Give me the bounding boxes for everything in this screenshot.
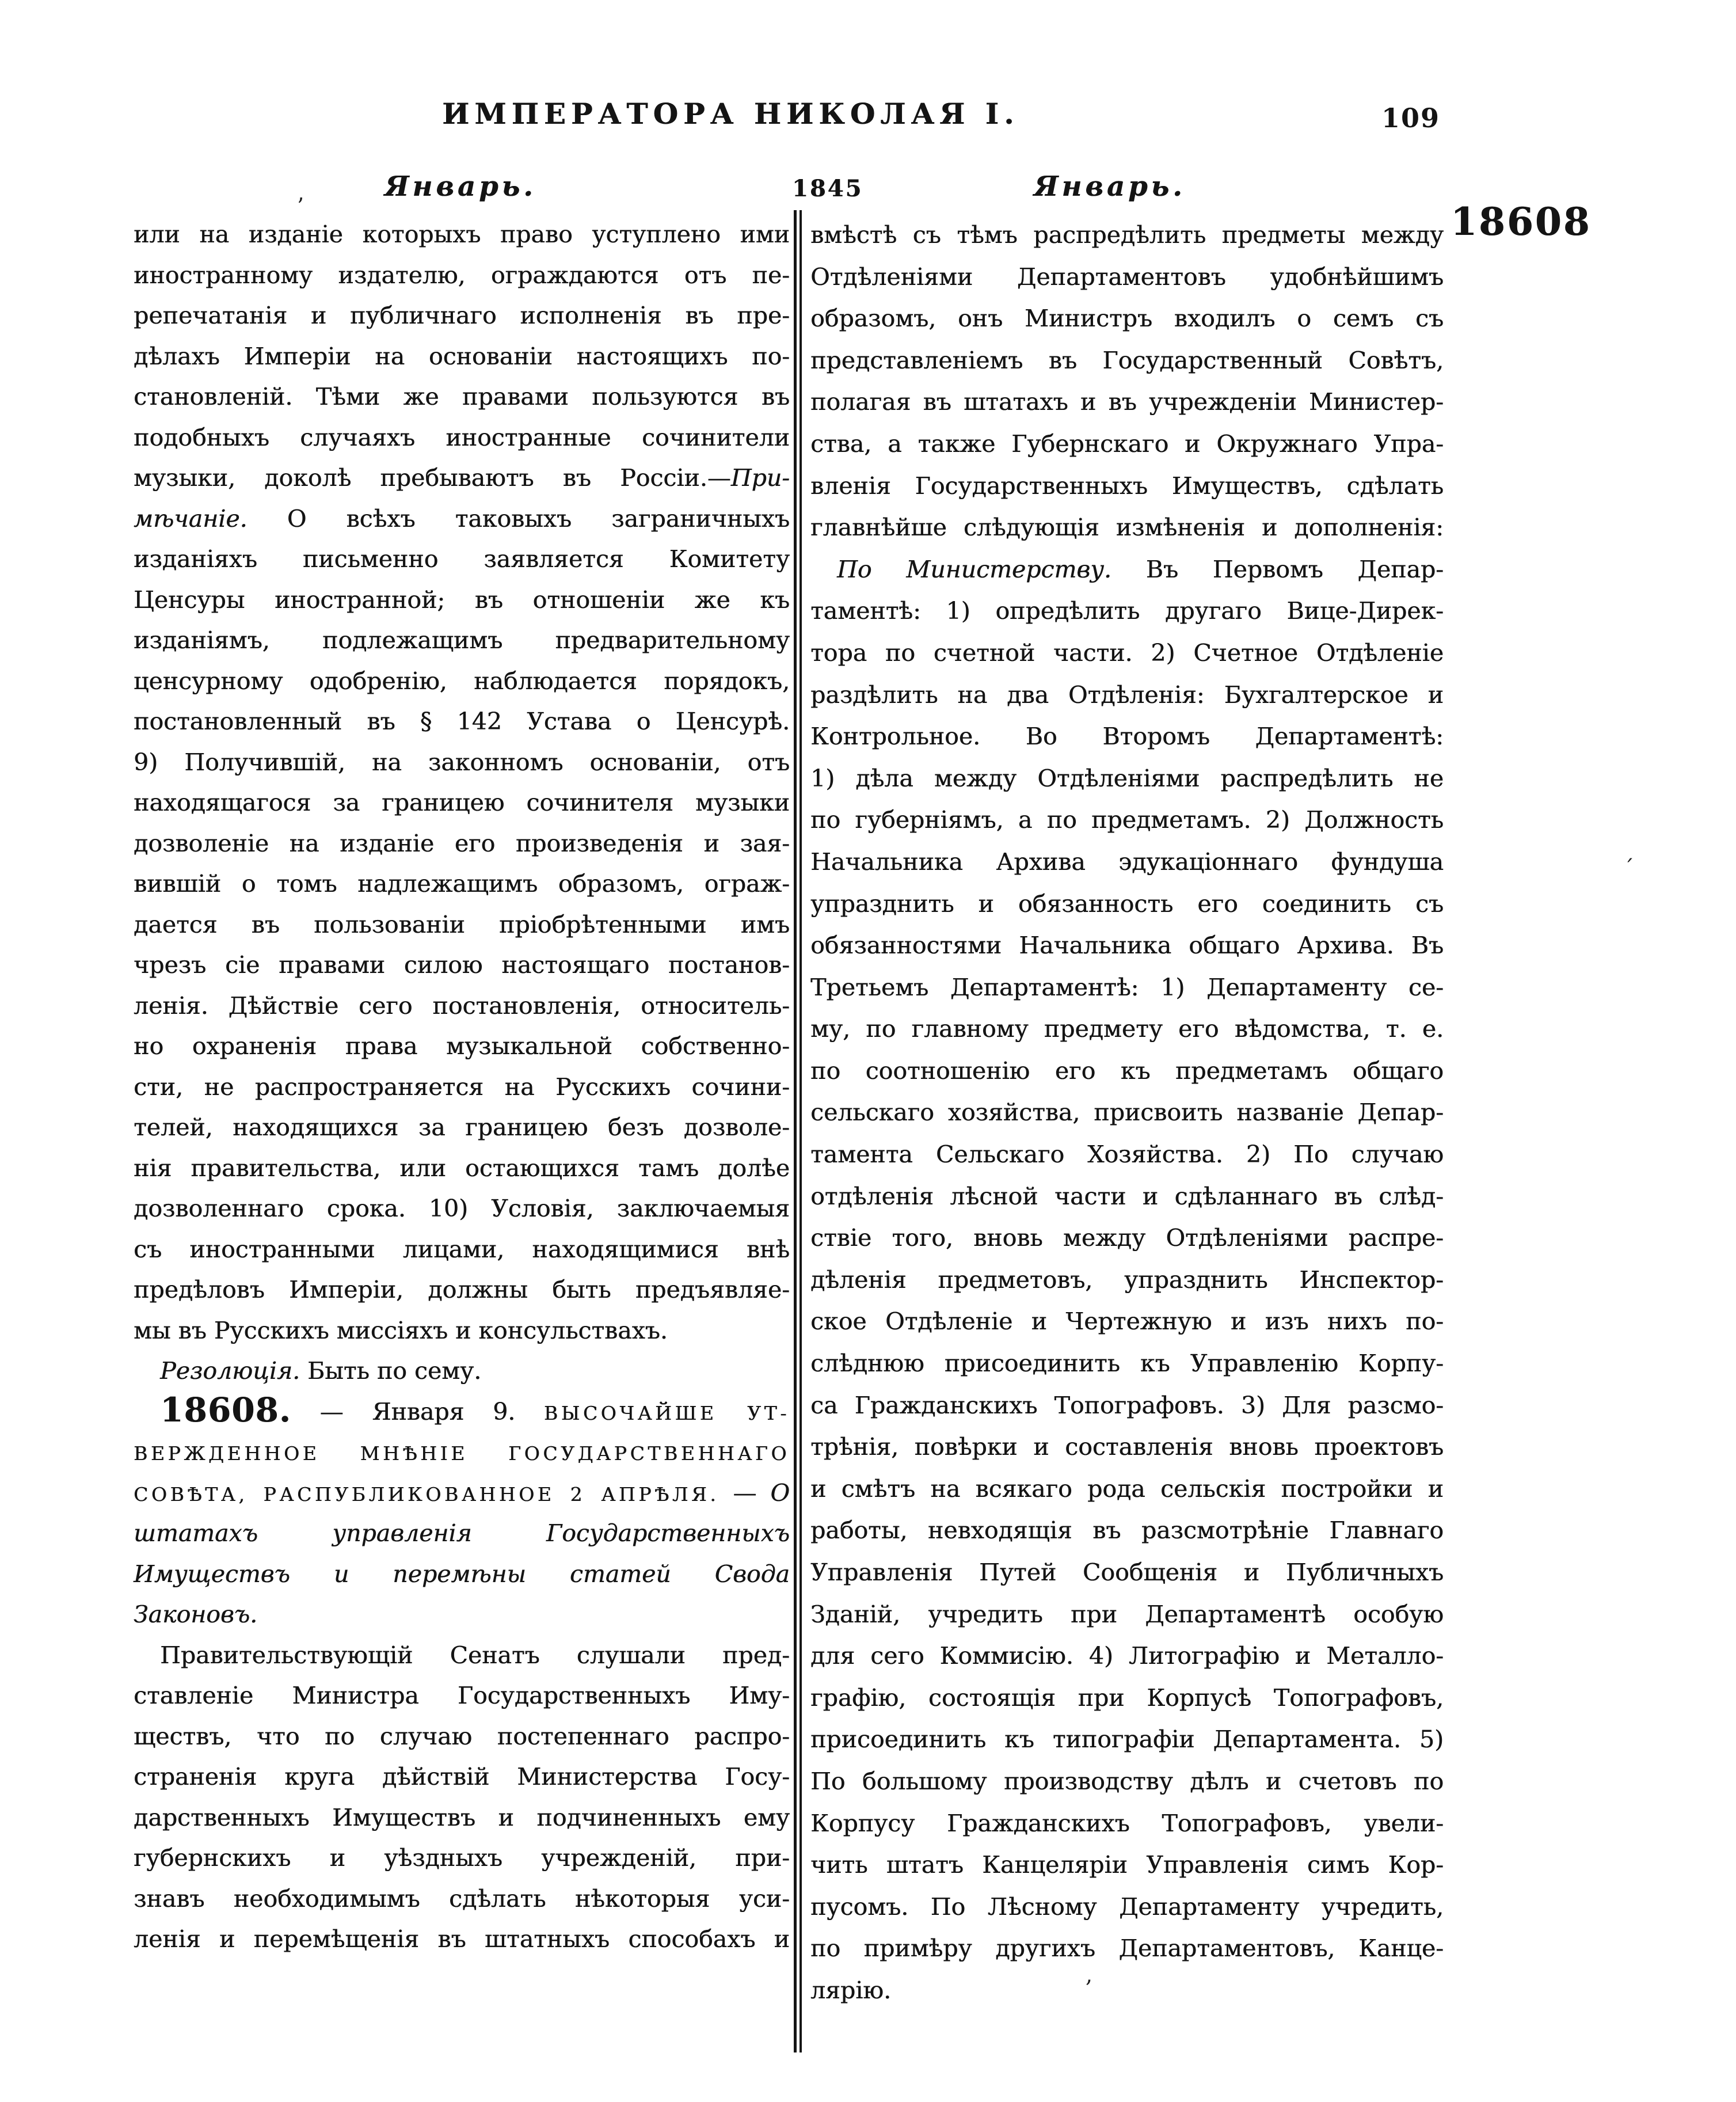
text-segment: подобныхъ случаяхъ иностранные сочинители [134, 423, 790, 451]
text-line [134, 1229, 790, 1270]
text-segment: полагая въ штатахъ и въ учрежденіи Министер- [810, 388, 1444, 416]
text-line [134, 458, 790, 499]
text-segment: дозволеннаго срока. 10) Условія, заключаемыя [134, 1195, 790, 1222]
text-line [134, 945, 790, 986]
text-line [810, 1217, 1444, 1259]
text-segment: упразднить и обязанность его соединить съ [810, 890, 1444, 918]
text-line [810, 1343, 1444, 1385]
text-segment: присоединить къ типографіи Департамента. 5) [810, 1725, 1444, 1754]
text-segment: Быть по сему. [300, 1357, 482, 1385]
page-number: 109 [1381, 102, 1441, 134]
text-segment: Имуществъ и перемѣны статей Свода [134, 1560, 790, 1588]
text-line [810, 1886, 1444, 1928]
text-line [134, 1432, 790, 1473]
text-segment: ленія. Дѣйствіе сего постановленія, относитель- [134, 991, 790, 1020]
text-line [134, 539, 790, 580]
text-segment: иностранному издателю, ограждаются отъ пе- [134, 261, 790, 289]
text-line [810, 1008, 1444, 1050]
text-line [810, 1426, 1444, 1468]
scan-artifact: ’ [297, 193, 304, 219]
text-line [810, 1092, 1444, 1134]
text-segment: предѣловъ Имперіи, должны быть предъявляе- [134, 1276, 790, 1303]
text-line [134, 1351, 790, 1392]
text-line [810, 841, 1444, 883]
text-segment: отдѣленія лѣсной части и сдѣланнаго въ слѣд- [810, 1182, 1444, 1210]
page-heading: ИМПЕРАТОРА НИКОЛАЯ I. [442, 97, 1019, 131]
text-segment: По Министерству. [837, 555, 1111, 583]
text-line [134, 417, 790, 458]
text-segment: ценсурному одобренію, наблюдается порядокъ, [134, 667, 790, 695]
text-segment: репечатанія и публичнаго исполненія въ пре- [134, 302, 790, 329]
text-line [810, 716, 1444, 758]
text-line [134, 580, 790, 621]
text-line [134, 1310, 790, 1351]
text-segment: сельскаго хозяйства, присвоить названіе Депар- [810, 1098, 1444, 1127]
text-line [134, 1148, 790, 1189]
text-segment: раздѣлить на два Отдѣленія: Бухгалтерское и [810, 681, 1444, 709]
text-line [134, 1797, 790, 1838]
text-segment: Начальника Архива эдукаціоннаго фундуша [810, 847, 1444, 876]
text-segment: Резолюція. [160, 1357, 300, 1385]
text-segment: изданіяхъ письменно заявляется Комитету [134, 545, 790, 573]
text-line [810, 1468, 1444, 1510]
text-line [134, 661, 790, 702]
text-segment: О [770, 1478, 790, 1507]
text-segment: трѣнія, повѣрки и составленія вновь проектовъ [810, 1433, 1444, 1461]
text-segment: губернскихъ и уѣздныхъ учрежденій, при- [134, 1844, 790, 1872]
text-line [810, 1385, 1444, 1427]
text-segment: дозволеніе на изданіе его произведенія и зая- [134, 829, 790, 857]
text-line [134, 1716, 790, 1757]
text-line [134, 1392, 790, 1432]
text-segment: графію, состоящія при Корпусѣ Топографовъ, [810, 1683, 1444, 1712]
text-segment: ществъ, что по случаю постепеннаго распро- [134, 1722, 790, 1750]
text-segment: для сего Коммисію. 4) Литографію и Металло- [810, 1642, 1444, 1670]
text-line [810, 298, 1444, 340]
text-line [134, 295, 790, 336]
text-line [134, 1513, 790, 1554]
text-segment: лярію. [810, 1976, 891, 2004]
text-line [134, 620, 790, 661]
text-segment: представленіемъ въ Государственный Совѣтъ, [810, 346, 1444, 374]
text-line [134, 1188, 790, 1229]
text-segment: находящагося за границею сочинителя музыки [134, 789, 790, 816]
text-line [134, 1026, 790, 1067]
text-segment: тора по счетной части. 2) Счетное Отдѣленіе [810, 638, 1444, 667]
text-segment: ства, а также Губернскаго и Окружнаго Упра- [810, 429, 1444, 458]
text-segment: но охраненія права музыкальной собственно- [134, 1032, 790, 1060]
text-line [134, 1919, 790, 1960]
text-segment: вившій о томъ надлежащимъ образомъ, ограж- [134, 870, 790, 898]
text-line [134, 214, 790, 255]
text-line [810, 590, 1444, 632]
text-segment: слѣднюю присоединить къ Управленію Корпу- [810, 1350, 1444, 1378]
text-segment: дѣленія предметовъ, упразднить Инспектор- [810, 1265, 1444, 1294]
text-segment: и смѣтъ на всякаго рода сельскія постройки и [810, 1474, 1444, 1503]
text-segment: Зданій, учредить при Департаментѣ особую [810, 1600, 1444, 1628]
text-segment: становленій. Тѣми же правами пользуются въ [134, 383, 790, 410]
text-segment: постановленный въ § 142 Устава о Ценсурѣ. [134, 708, 790, 735]
text-line [810, 1635, 1444, 1677]
text-line [134, 742, 790, 783]
text-segment: ствіе того, вновь между Отдѣленіями распре- [810, 1224, 1444, 1252]
text-segment: изданіямъ, подлежащимъ предварительному [134, 626, 790, 654]
text-line [810, 925, 1444, 967]
text-segment: дарственныхъ Имуществъ и подчиненныхъ ему [134, 1803, 790, 1831]
text-segment: ВЫСОЧАЙШЕ УТ- [543, 1401, 790, 1424]
text-line [810, 967, 1444, 1009]
text-line [134, 255, 790, 296]
text-line [134, 823, 790, 864]
text-segment: по губерніямъ, а по предметамъ. 2) Должность [810, 806, 1444, 834]
column-divider [794, 210, 802, 2052]
text-segment: Третьемъ Департаментѣ: 1) Департаменту се- [810, 973, 1444, 1001]
text-segment: таментѣ: 1) опредѣлить другаго Вице-Дирек- [810, 597, 1444, 625]
text-segment: съ иностранными лицами, находящимися внѣ [134, 1235, 790, 1263]
left-text-column [134, 214, 790, 1960]
text-segment: — [719, 1478, 771, 1507]
text-line [810, 340, 1444, 382]
text-line [134, 1107, 790, 1148]
text-line [810, 674, 1444, 716]
text-segment: по соотношенію его къ предметамъ общаго [810, 1056, 1444, 1085]
text-line [810, 1761, 1444, 1803]
text-segment: Правительствующій Сенатъ слушали пред- [160, 1641, 790, 1669]
text-segment: са Гражданскихъ Топографовъ. 3) Для разсмо- [810, 1391, 1444, 1419]
text-line [134, 1473, 790, 1514]
text-line [134, 1554, 790, 1595]
right-text-column [810, 214, 1444, 2012]
text-segment: Законовъ. [134, 1601, 258, 1628]
text-segment: ское Отдѣленіе и Чертежную и изъ нихъ по- [810, 1307, 1444, 1336]
text-line [810, 1719, 1444, 1761]
text-segment: чрезъ сіе правами силою настоящаго постанов- [134, 951, 790, 979]
dateline-year: 1845 [792, 175, 863, 202]
text-line [810, 1176, 1444, 1218]
text-line [810, 423, 1444, 465]
text-segment: чить штатъ Канцеляріи Управленія симъ Кор- [810, 1851, 1444, 1879]
text-line [134, 1594, 790, 1635]
text-line [810, 1050, 1444, 1092]
text-segment: Корпусу Гражданскихъ Топографовъ, увели- [810, 1809, 1444, 1837]
text-segment: Управленія Путей Сообщенія и Публичныхъ [810, 1559, 1444, 1586]
text-segment: му, по главному предмету его вѣдомства, т. е. [810, 1015, 1444, 1043]
text-line [810, 1928, 1444, 1970]
text-segment: телей, находящихся за границею безъ дозволе- [134, 1113, 790, 1141]
text-line [810, 883, 1444, 925]
text-line [134, 1067, 790, 1108]
text-segment: знавъ необходимымъ сдѣлать нѣкоторыя уси- [134, 1884, 790, 1913]
text-segment: ставленіе Министра Государственныхъ Иму- [134, 1682, 790, 1709]
text-line [810, 799, 1444, 841]
text-line [810, 1510, 1444, 1552]
text-segment: обязанностями Начальника общаго Архива. Въ [810, 932, 1444, 960]
text-segment: Ценсуры иностранной; въ отношеніи же къ [134, 586, 790, 614]
text-segment: 1) дѣла между Отдѣленіями распредѣлить не [810, 764, 1444, 792]
text-segment: мѣчаніе. [134, 504, 248, 533]
text-line [810, 1803, 1444, 1845]
dateline-month-right: Январь. [1034, 170, 1186, 203]
text-segment: по примѣру другихъ Департаментовъ, Канце- [810, 1934, 1444, 1963]
text-line [134, 986, 790, 1027]
text-line [134, 377, 790, 417]
text-segment: сти, не распространяется на Русскихъ сочини- [134, 1073, 790, 1101]
margin-entry-number: 18608 [1451, 199, 1592, 244]
text-segment: По большому производству дѣлъ и счетовъ по [810, 1767, 1444, 1795]
text-line [810, 507, 1444, 549]
text-line [134, 336, 790, 377]
text-segment: мы въ Русскихъ миссіяхъ и консульствахъ. [134, 1316, 668, 1344]
text-line [134, 1838, 790, 1879]
text-segment: пусомъ. По Лѣсному Департаменту учредить, [810, 1892, 1444, 1921]
text-line [810, 1552, 1444, 1594]
text-segment: ленія и перемѣщенія въ штатныхъ способахъ и [134, 1925, 790, 1953]
text-segment: нія правительства, или остающихся тамъ долѣе [134, 1154, 790, 1182]
text-line [810, 381, 1444, 423]
text-segment: работы, невходящія въ разсмотрѣніе Главнаго [810, 1516, 1444, 1545]
text-line [810, 1970, 1444, 2012]
text-line [134, 1635, 790, 1676]
text-line [810, 1301, 1444, 1343]
text-segment: дѣлахъ Имперіи на основаніи настоящихъ по- [134, 342, 790, 370]
text-segment: или на изданіе которыхъ право уступлено ими [134, 221, 790, 248]
text-segment: 9) Получившій, на законномъ основаніи, отъ [134, 748, 790, 776]
text-line [134, 1757, 790, 1797]
text-segment: Контрольное. Во Второмъ Департаментѣ: [810, 723, 1444, 751]
text-segment: страненія круга дѣйствій Министерства Госу- [134, 1763, 790, 1791]
text-line [810, 214, 1444, 256]
text-segment: Отдѣленіями Департаментовъ удобнѣйшимъ [810, 263, 1444, 291]
text-line [810, 465, 1444, 507]
text-segment: О всѣхъ таковыхъ заграничныхъ [247, 504, 790, 533]
text-line [810, 1594, 1444, 1636]
text-line [134, 499, 790, 539]
text-segment: Въ Первомъ Депар- [1111, 555, 1444, 583]
text-line [810, 1677, 1444, 1719]
text-line [134, 1269, 790, 1310]
text-line [134, 782, 790, 823]
text-segment: СОВѢТА, РАСПУБЛИКОВАННОЕ 2 АПРѢЛЯ. [134, 1483, 719, 1506]
text-segment: образомъ, онъ Министръ входилъ о семъ съ [810, 305, 1444, 333]
text-segment: дается въ пользованіи пріобрѣтенными имъ [134, 910, 790, 938]
text-line [810, 758, 1444, 800]
text-line [134, 701, 790, 742]
dateline-month-left: Январь. [384, 170, 536, 203]
text-segment: 18608. [160, 1390, 291, 1430]
text-line [134, 864, 790, 904]
text-line [810, 632, 1444, 674]
text-line [810, 549, 1444, 591]
text-segment: ВЕРЖДЕННОЕ МНѢНІЕ ГОСУДАРСТВЕННАГО [134, 1442, 790, 1465]
text-segment: главнѣйше слѣдующія измѣненія и дополненія: [810, 514, 1444, 542]
scan-artifact: , [1086, 1962, 1093, 1987]
text-segment: вмѣстѣ съ тѣмъ распредѣлить предметы между [810, 221, 1444, 249]
text-segment: — Января 9. [291, 1397, 544, 1426]
text-line [134, 1675, 790, 1716]
text-line [134, 904, 790, 945]
text-segment: тамента Сельскаго Хозяйства. 2) По случаю [810, 1141, 1444, 1169]
text-line [810, 1259, 1444, 1301]
text-segment: штатахъ управленія Государственныхъ [134, 1519, 790, 1547]
text-segment: При- [730, 464, 790, 492]
text-line [810, 1134, 1444, 1176]
text-segment: музыки, доколѣ пребываютъ въ Россіи.— [134, 464, 731, 492]
text-line [810, 1844, 1444, 1886]
scan-artifact: ˊ [1623, 856, 1634, 881]
text-line [810, 256, 1444, 298]
text-segment: вленія Государственныхъ Имуществъ, сдѣлать [810, 472, 1444, 500]
text-line [134, 1879, 790, 1919]
